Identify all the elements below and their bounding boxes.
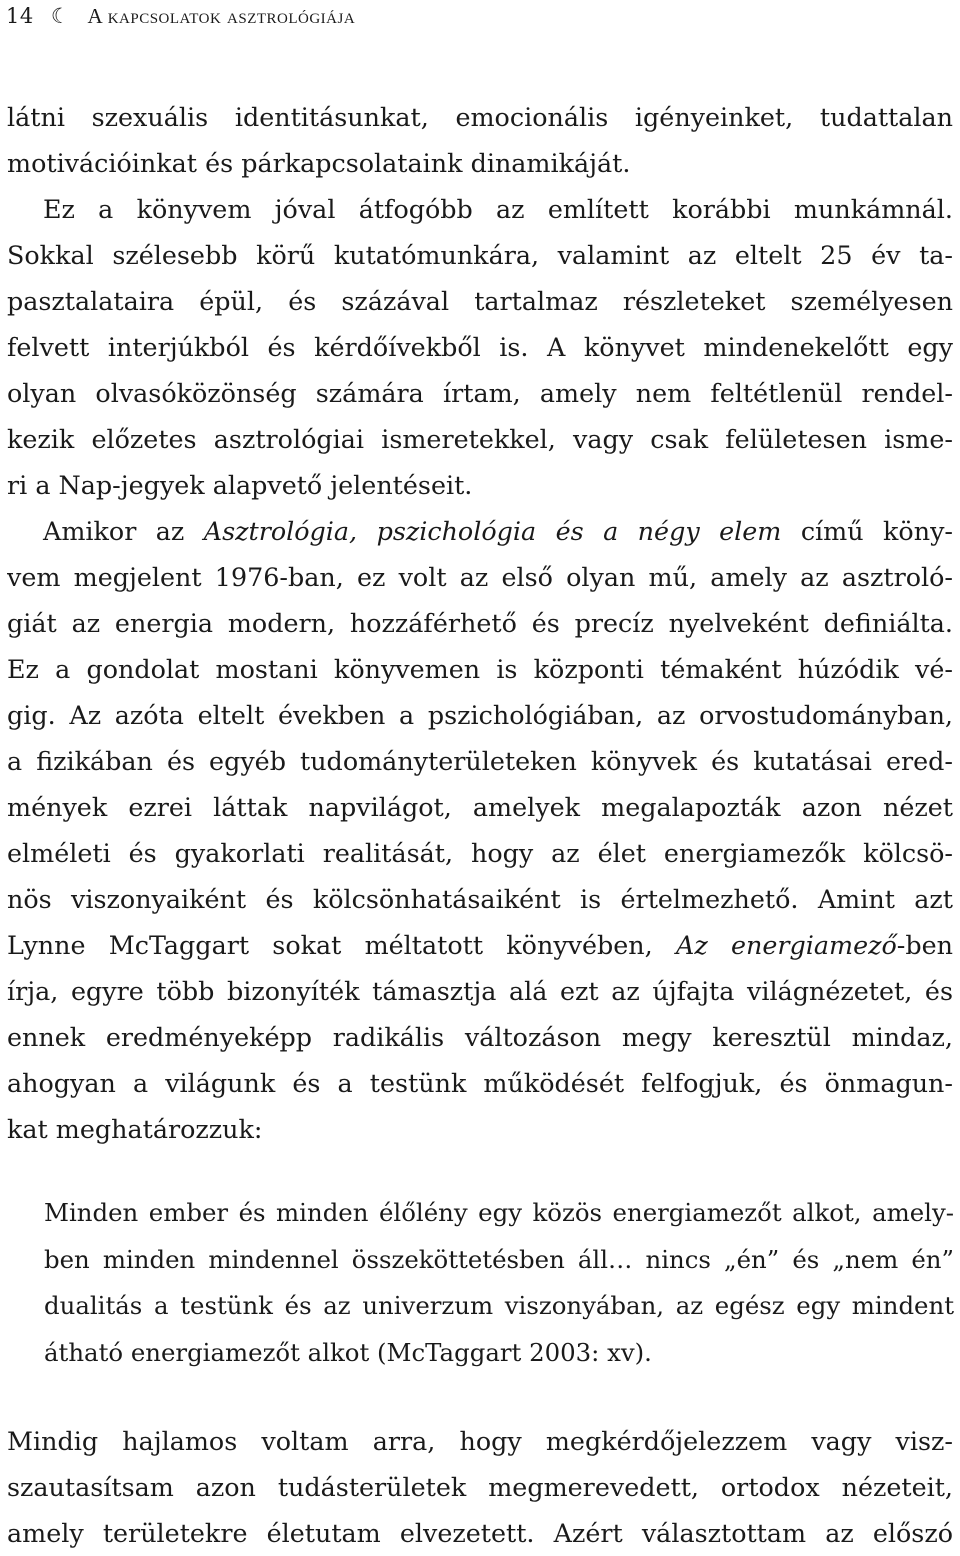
body-line: Mindig hajlamos voltam arra, hogy megkérdőjelezzem vagy visz- — [7, 1426, 953, 1456]
body-line: szautasítsam azon tudásterületek megmerevedett, ortodox nézeteit, — [7, 1472, 953, 1502]
body-text: -ben — [896, 930, 953, 960]
book-title: Az energiamező — [675, 930, 897, 960]
body-line: gig. Az azóta eltelt években a pszichológiában, az orvostudományban, — [7, 700, 953, 730]
page-number: 14 — [6, 4, 34, 28]
body-line: amely területekre életutam elvezetett. Azért választottam az előszó — [7, 1518, 953, 1548]
quote-line: Minden ember és minden élőlény egy közös energiamezőt alkot, amely- — [44, 1198, 954, 1227]
body-text-section-1 — [7, 94, 953, 508]
body-text: Lynne McTaggart sokat méltatott könyvében, — [7, 930, 676, 960]
body-line: ri a Nap-jegyek alapvető jelentéseit. — [7, 470, 473, 500]
body-line: Sokkal szélesebb körű kutatómunkára, valamint az eltelt 25 év ta- — [7, 240, 953, 270]
body-text: Amikor az — [43, 516, 204, 546]
body-line: pasztalataira épül, és százával tartalmaz részleteket személyesen — [7, 286, 953, 316]
quote-line: átható energiamezőt alkot (McTaggart 2003: xv). — [44, 1337, 652, 1367]
body-line: kezik előzetes asztrológiai ismeretekkel, vagy csak felületesen isme- — [7, 424, 953, 454]
crescent-moon-icon: ☾ — [50, 4, 71, 28]
body-line: kat meghatározzuk: — [7, 1114, 263, 1144]
body-line: ahogyan a világunk és a testünk működését felfogjuk, és önmagun- — [7, 1068, 953, 1098]
running-header — [6, 4, 355, 29]
body-text-section-3 — [7, 1418, 953, 1556]
body-line: olyan olvasóközönség számára írtam, amely nem feltétlenül rendel- — [7, 378, 953, 408]
running-title: A kapcsolatok asztrológiája — [87, 4, 356, 28]
body-line: látni szexuális identitásunkat, emocionális igényeinket, tudattalan — [7, 102, 953, 132]
block-quote — [44, 1190, 954, 1376]
body-line: motivációinkat és párkapcsolataink dinamikáját. — [7, 148, 631, 178]
body-line: nös viszonyaiként és kölcsönhatásaiként is értelmezhető. Amint azt — [7, 884, 953, 914]
book-title: Asztrológia, pszichológia és a négy elem — [203, 516, 782, 546]
body-line: mények ezrei láttak napvilágot, amelyek megalapozták azon nézet — [7, 792, 953, 822]
body-text-section-2 — [7, 508, 953, 1152]
body-line: vem megjelent 1976-ban, ez volt az első olyan mű, amely az asztroló- — [7, 562, 953, 592]
body-line: Ez a könyvem jóval átfogóbb az említett korábbi munkámnál. — [43, 194, 953, 224]
body-line: ennek eredményeképp radikális változáson megy keresztül mindaz, — [7, 1022, 953, 1052]
quote-line: dualitás a testünk és az univerzum viszonyában, az egész egy mindent — [44, 1291, 954, 1320]
body-line: írja, egyre több bizonyíték támasztja alá ezt az újfajta világnézetet, és — [7, 976, 953, 1006]
body-line — [7, 922, 953, 968]
body-line: a fizikában és egyéb tudományterületeken könyvek és kutatásai ered- — [7, 746, 953, 776]
body-line: elméleti és gyakorlati realitását, hogy az élet energiamezők kölcsö- — [7, 838, 953, 868]
quote-line: ben minden mindennel összeköttetésben áll… nincs „én” és „nem én” — [44, 1244, 954, 1274]
body-line: giát az energia modern, hozzáférhető és precíz nyelveként definiálta. — [7, 608, 953, 638]
body-line: felvett interjúkból és kérdőívekből is. A könyvet mindenekelőtt egy — [7, 332, 953, 362]
body-text: című köny- — [781, 516, 953, 546]
body-line: Ez a gondolat mostani könyvemen is központi témaként húzódik vé- — [7, 654, 953, 684]
body-line — [7, 508, 953, 554]
